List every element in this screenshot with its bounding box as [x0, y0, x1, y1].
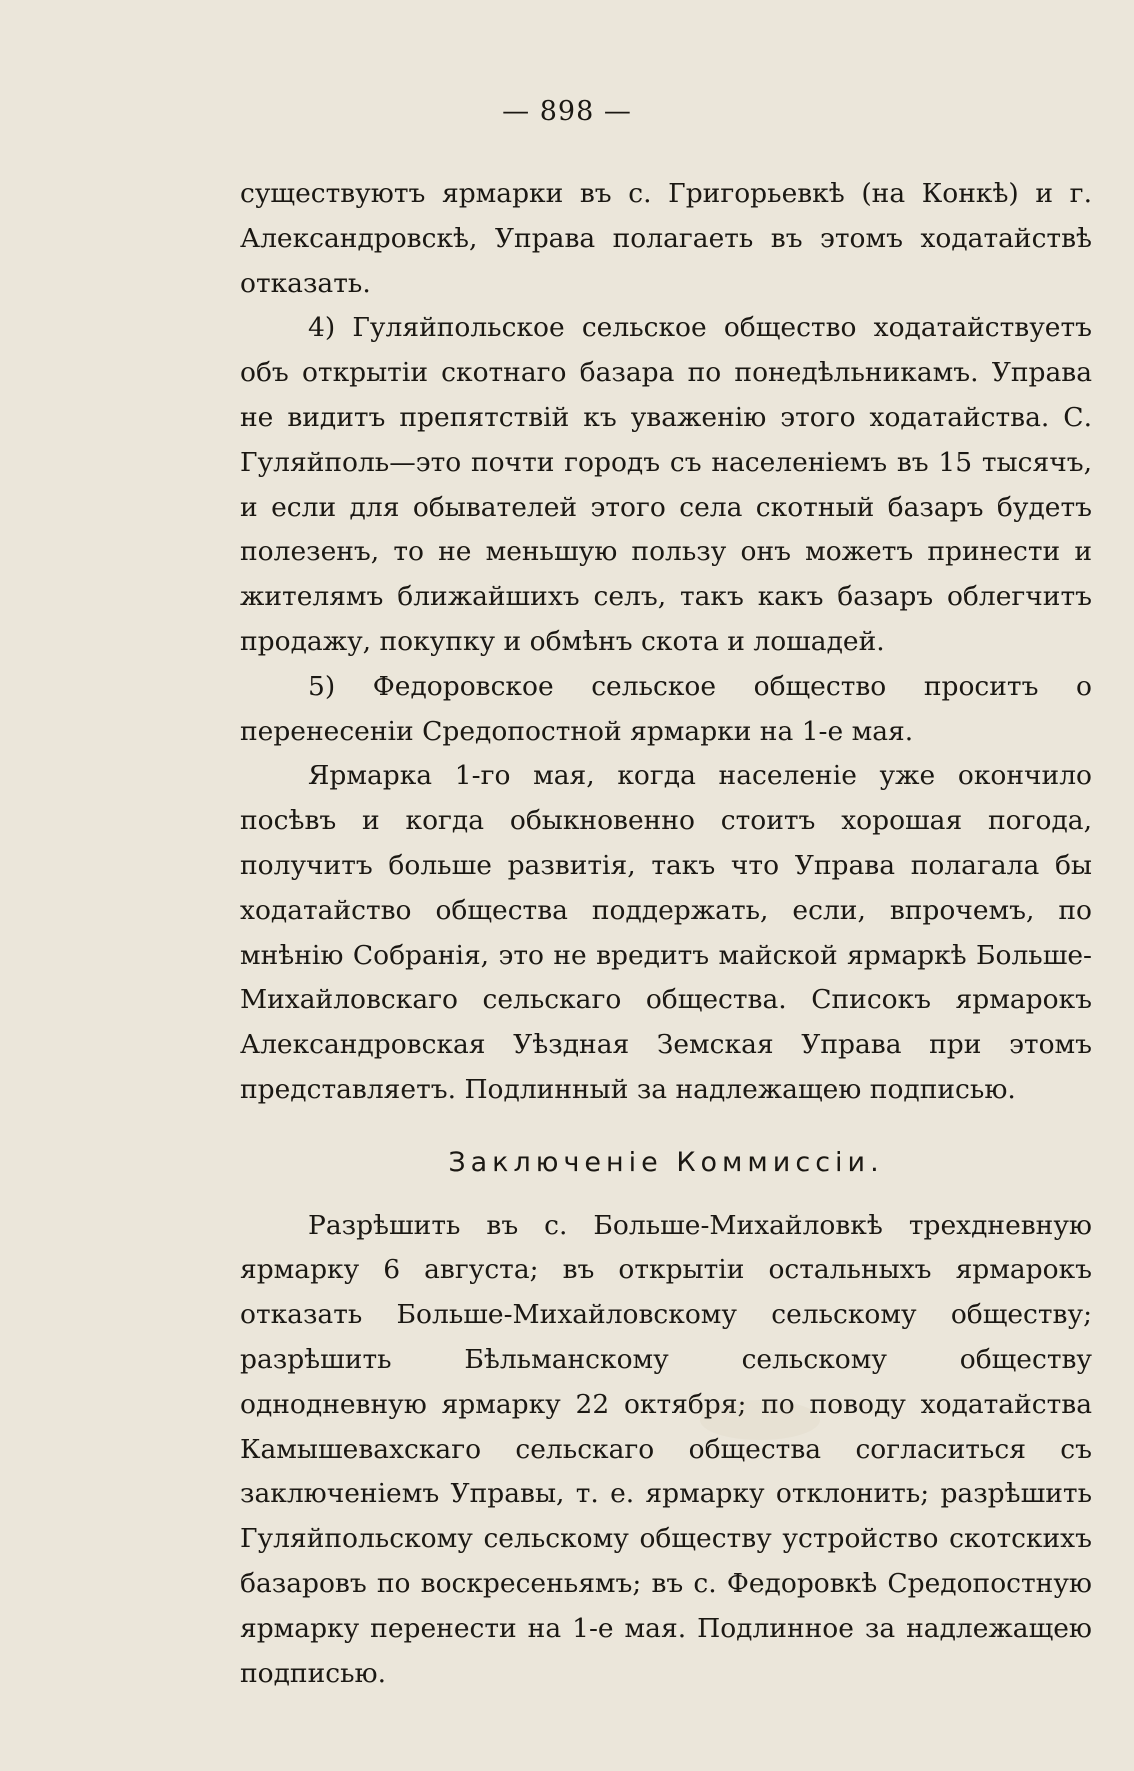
paragraph-item-4: 4) Гуляйпольское сельское общество ходатайствуетъ объ открытіи скотнаго базара по понедѣльникамъ. Управа не видитъ препятствій къ уваженію этого ходатайства. С. Гуляйполь—это почти городъ съ населеніемъ въ 15 тысячъ, и если для обывателей этого села скотный базаръ будетъ полезенъ, то не меньшую пользу онъ можетъ принести и жителямъ ближайшихъ селъ, такъ какъ базаръ облегчитъ продажу, покупку и обмѣнъ скота и лошадей. [240, 312, 1092, 657]
paragraph-item-5: 5) Федоровское сельское общество проситъ о перенесеніи Средопостной ярмарки на 1-е мая. [240, 670, 1092, 747]
paragraph-fair-may: Ярмарка 1-го мая, когда населеніе уже окончило посѣвъ и когда обыкновенно стоитъ хорошая погода, получитъ больше развитія, такъ что Управа полагала бы ходатайство общества поддержать, если, впрочемъ, по мнѣнію Собранія, это не вредитъ майской ярмаркѣ Больше-Михайловскаго сельскаго общества. Списокъ ярмарокъ Александровская Уѣздная Земская Управа при этомъ представляетъ. Подлинный за надлежащею подписью. [240, 760, 1092, 1105]
paragraph-continuation: существуютъ ярмарки въ с. Григорьевкѣ (на Конкѣ) и г. Александровскѣ, Управа полагаеть въ этомъ ходатайствѣ отказать. [240, 178, 1092, 299]
page-number: — 898 — [502, 96, 632, 127]
section-heading: Заключеніе Коммиссіи. [448, 1146, 884, 1178]
paragraph-conclusion: Разрѣшить въ с. Больше-Михайловкѣ трехдневную ярмарку 6 августа; въ открытіи остальныхъ ярмарокъ отказать Больше-Михайловскому сельскому обществу; разрѣшить Бѣльманскому сельскому обществу однодневную ярмарку 22 октября; по поводу ходатайства Камышевахскаго сельскаго общества согласиться съ заключеніемъ Управы, т. е. ярмарку отклонить; разрѣшить Гуляйпольскому сельскому обществу устройство скотскихъ базаровъ по воскресеньямъ; въ с. Федоровкѣ Средопостную ярмарку перенести на 1-е мая. Подлинное за надлежащею подписью. [240, 1209, 1092, 1689]
paper-stain [700, 1400, 820, 1440]
body-text [240, 172, 1092, 1696]
